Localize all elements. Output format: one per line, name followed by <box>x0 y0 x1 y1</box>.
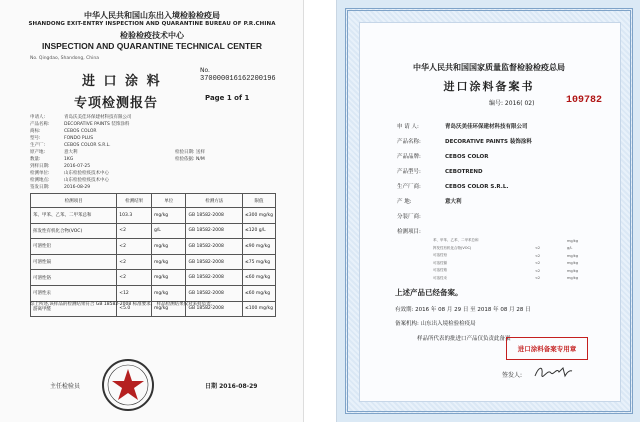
certificate-header-cn: 中华人民共和国国家质量监督检验检疫总局 <box>413 63 565 72</box>
certificate-row: 产 地: 意大利 <box>397 199 462 205</box>
certificate-title: 进口涂料备案书 <box>443 80 535 93</box>
report-extra-row: 检验日期: 送样 <box>175 150 205 155</box>
report-row: 产品名称: DECORATIVE PAINTS 装饰涂料 <box>30 122 130 127</box>
report-row: 签发日期: 2016-08-29 <box>30 185 91 190</box>
report-center-cn: 检验检疫技术中心 <box>120 31 184 40</box>
report-address: No. Qingdao, Shandong, China <box>30 56 99 61</box>
certificate-row: 生产厂商: CEBOS COLOR S.R.L. <box>397 184 509 190</box>
report-center-en: INSPECTION AND QUARANTINE TECHNICAL CENTER <box>41 41 263 51</box>
report-signer-label: 主任检验员 <box>50 383 81 390</box>
table-header-row: 检测项目 检测结果 单位 检测方法 限值 <box>31 194 276 208</box>
report-title-import-paint: 进 口 涂 料 <box>82 74 162 89</box>
inspection-report-document <box>0 0 304 422</box>
filing-stamp: 进口涂料备案专用章 <box>506 337 588 360</box>
report-date: 日期 2016-08-29 <box>205 383 258 390</box>
report-row: 生产厂: CEBOS COLOR S.R.L. <box>30 143 111 148</box>
table-row: 苯、甲苯、乙苯、二甲苯总和 103.3 mg/kg GB 18582-2008 ≤300 mg/kg <box>31 208 276 224</box>
table-row: 可溶性镉 <2 mg/kg <box>433 260 579 266</box>
table-row: 苯、甲苯、乙苯、二甲苯总和 mg/kg <box>433 238 579 243</box>
table-row: 挥发性有机化合物(VOC) <2 g/L <box>433 245 573 251</box>
report-row: 商标: CEBOS COLOR <box>30 129 97 134</box>
table-row: 可溶性汞 <12 mg/kg GB 18582-2008 ≤60 mg/kg <box>31 285 276 301</box>
report-title-special-test: 专项检测报告 <box>74 96 159 111</box>
report-row: 到样日期: 2016-07-25 <box>30 164 91 169</box>
certificate-validity: 有效期: 2016 年 08 月 29 日 至 2018 年 08 月 28 日 <box>395 307 531 313</box>
report-page-indicator: Page 1 of 1 <box>205 94 250 102</box>
report-row: 数量: 1KG <box>30 157 74 162</box>
report-row: 型号: FONDO PLUS <box>30 136 94 141</box>
certificate-row: 产品型号: CEBOTREND <box>397 169 483 175</box>
report-header-cn: 中华人民共和国山东出入境检验检疫局 <box>84 11 220 20</box>
certificate-row: 检测项目: <box>397 229 421 235</box>
table-row: 可溶性镉 <2 mg/kg GB 18582-2008 ≤75 mg/kg <box>31 254 276 270</box>
report-row: 申请人: 青岛沃美佳环保建材科技有限公司 <box>30 115 132 120</box>
certificate-test-items-table <box>432 237 602 282</box>
certificate-row: 产品品牌: CEBOS COLOR <box>397 154 489 160</box>
report-conclusion-note: 综上所述,该样品的检测结果符合 GB 18582-2008 标准要求。 样品检测结果仅对来样负责。 <box>30 302 216 307</box>
table-row: 游离甲醛 <5.0 mg/kg GB 18582-2008 ≤100 mg/kg <box>31 301 276 317</box>
report-results-table <box>30 193 276 317</box>
certificate-row: 申 请 人: 青岛沃美佳环保建材科技有限公司 <box>397 124 528 130</box>
filing-certificate-document <box>336 0 640 422</box>
table-row: 挥发性有机化合物(VOC) <2 g/L GB 18582-2008 ≤120 g/L <box>31 223 276 239</box>
report-row: 检测单位: 山东检验检疫技术中心 <box>30 171 109 176</box>
report-row: 原产地: 意大利 <box>30 150 78 155</box>
table-row: 可溶性铬 <2 mg/kg GB 18582-2008 ≤60 mg/kg <box>31 270 276 286</box>
report-row: 检测地点: 山东检验检疫技术中心 <box>30 178 109 183</box>
official-seal-icon <box>100 357 156 413</box>
report-no-label: No. <box>200 67 210 74</box>
report-number: 370000016162200196 <box>200 75 276 83</box>
handwritten-signature-icon <box>533 364 573 380</box>
table-row: 可溶性铬 <2 mg/kg <box>433 268 579 273</box>
certificate-row: 产品名称: DECORATIVE PAINTS 装饰涂料 <box>397 139 532 145</box>
certificate-row: 分装厂商: <box>397 214 421 220</box>
report-extra-row: 检验依据: N/M <box>175 157 205 162</box>
report-header-en: SHANDONG EXIT-ENTRY INSPECTION AND QUARANTINE BUREAU OF P.R.CHINA <box>28 21 276 27</box>
certificate-issuer: 备案机构: 山东出入境检验检疫局 <box>395 321 476 327</box>
certificate-signer-label: 签发人: <box>502 372 523 379</box>
certificate-number: 109782 <box>566 95 603 106</box>
certificate-no-label: 编号: 2016( 02) <box>489 100 535 107</box>
certificate-declaration: 上述产品已经备案。 <box>395 288 463 297</box>
table-row: 可溶性汞 <2 mg/kg <box>433 275 579 281</box>
table-row: 可溶性铅 <2 mg/kg GB 18582-2008 ≤90 mg/kg <box>31 239 276 255</box>
certificate-note: 样品所代表的批进口产品仅负责此备案 <box>417 336 511 342</box>
table-row: 可溶性铅 <2 mg/kg <box>433 253 579 258</box>
